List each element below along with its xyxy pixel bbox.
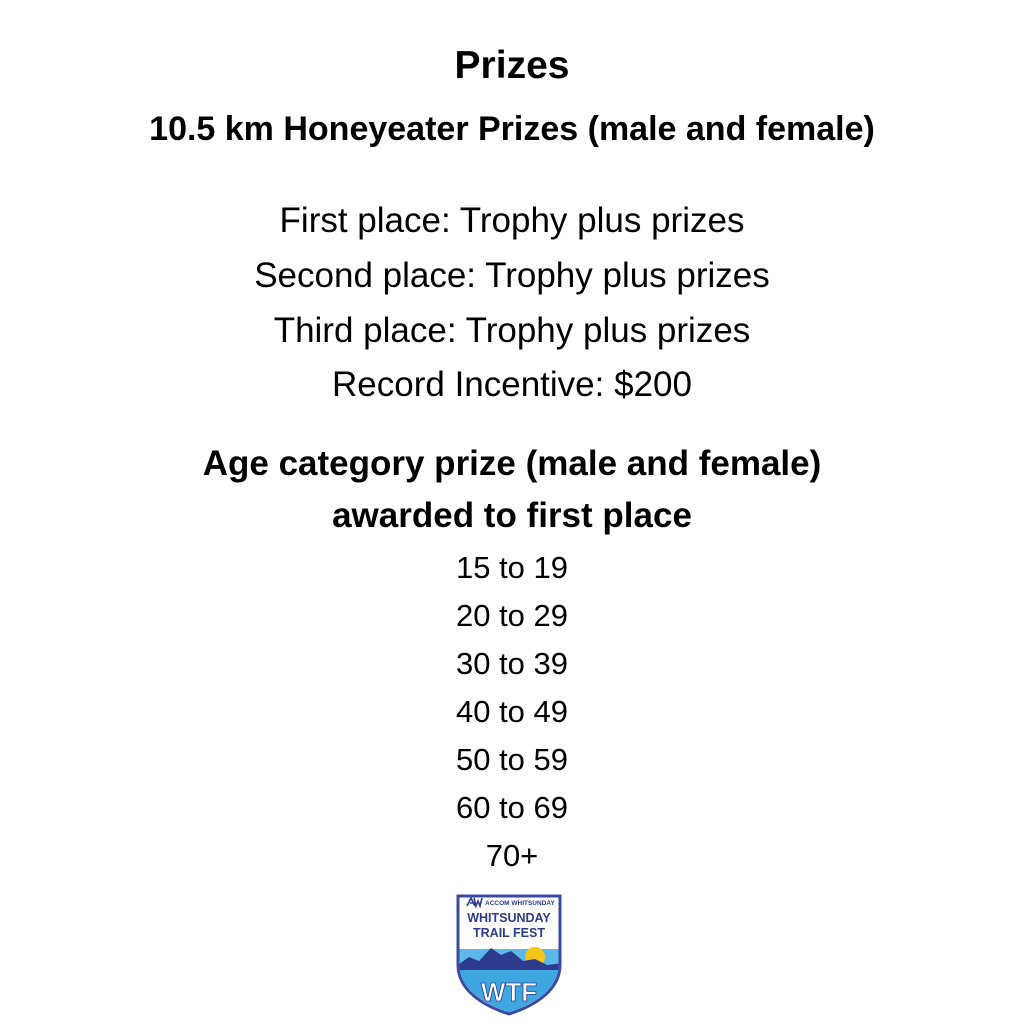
age-category-heading: Age category prize (male and female)	[202, 444, 822, 483]
logo-sponsor: ACCOM WHITSUNDAY	[485, 900, 555, 907]
prize-first-place: First place: Trophy plus prizes	[279, 201, 745, 240]
section-heading-honeyeater: 10.5 km Honeyeater Prizes (male and female)	[149, 110, 875, 148]
logo-title-line2: TRAIL FEST	[473, 926, 545, 940]
age-category-item: 60 to 69	[455, 790, 569, 825]
record-incentive: Record Incentive: $200	[332, 365, 692, 404]
age-category-item: 40 to 49	[455, 694, 569, 729]
age-category-item: 15 to 19	[455, 550, 569, 585]
whitsunday-trail-fest-logo	[455, 893, 563, 1017]
logo-title-line1: WHITSUNDAY	[467, 911, 551, 925]
logo-emblem: WTF	[480, 977, 538, 1007]
age-category-item: 20 to 29	[455, 598, 569, 633]
prize-third-place: Third place: Trophy plus prizes	[273, 311, 751, 350]
age-category-subheading: awarded to first place	[332, 496, 692, 535]
prize-second-place: Second place: Trophy plus prizes	[254, 256, 770, 295]
age-category-item: 30 to 39	[455, 646, 569, 681]
age-category-item: 50 to 59	[455, 742, 569, 777]
age-category-item: 70+	[485, 838, 539, 873]
page-title: Prizes	[454, 44, 570, 87]
